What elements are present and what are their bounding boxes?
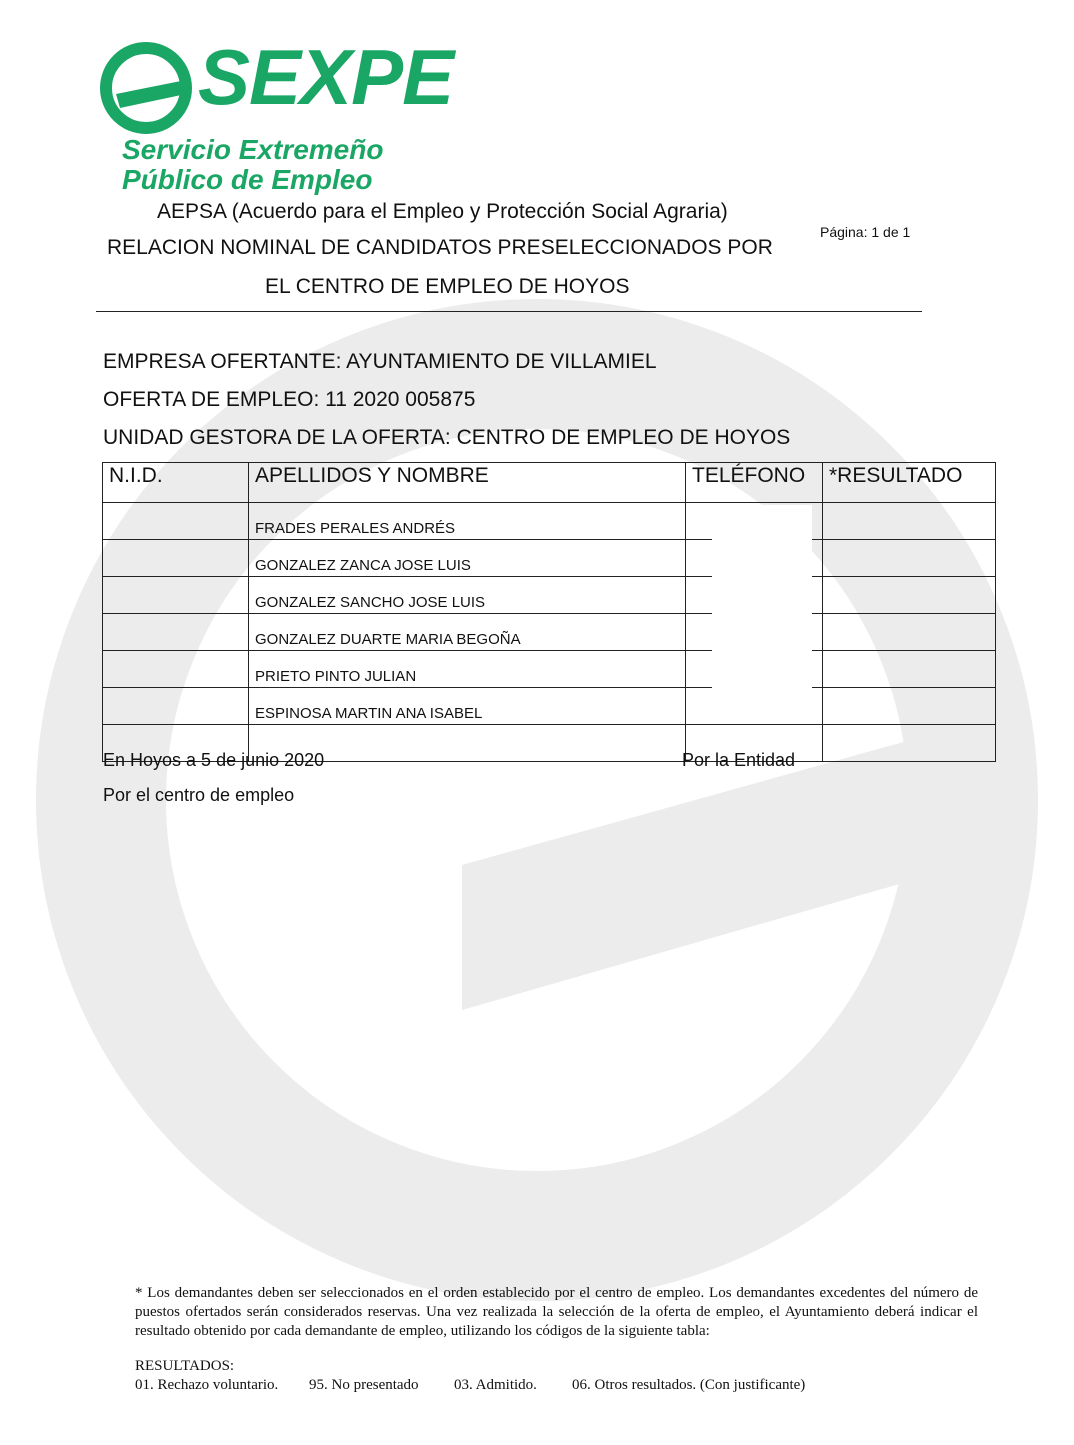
result-code: 06. Otros resultados. (Con justificante) [572,1377,806,1393]
cell-nid [103,577,249,614]
page-number: Página: 1 de 1 [820,224,911,240]
center-signature-label: Por el centro de empleo [103,785,295,805]
result-code: 03. Admitido. [454,1377,537,1393]
footer-note: * Los demandantes deben ser seleccionados en el orden establecido por el centro de empleo. Los demandantes excedentes del número de puestos ofertados serán considerados reservas. Una vez realizada la selección de la oferta de empleo, el Ayuntamiento deberá indicar el resultado obtenido por cada demandante de empleo, utilizando los códigos de la siguiente tabla: [135,1285,978,1339]
cell-nid [103,651,249,688]
header-result: *RESULTADO [823,463,996,503]
header-divider [96,311,922,312]
table-row [103,651,996,688]
table-row [103,688,996,725]
job-offer-line: OFERTA DE EMPLEO: 11 2020 005875 [103,388,476,411]
header-name: APELLIDOS Y NOMBRE [249,463,686,503]
cell-name: GONZALEZ SANCHO JOSE LUIS [249,577,686,614]
company-line: EMPRESA OFERTANTE: AYUNTAMIENTO DE VILLAMIEL [103,350,657,373]
cell-name: ESPINOSA MARTIN ANA ISABEL [249,688,686,725]
sexpe-e-logo-icon [100,42,192,134]
result-code: 95. No presentado [309,1377,419,1393]
table-row [103,614,996,651]
document-title-line2: EL CENTRO DE EMPLEO DE HOYOS [265,275,630,298]
table-row [103,503,996,540]
managing-unit-line: UNIDAD GESTORA DE LA OFERTA: CENTRO DE EMPLEO DE HOYOS [103,426,791,449]
cell-result [823,651,996,688]
candidates-table [102,462,996,762]
cell-nid [103,614,249,651]
cell-name: PRIETO PINTO JULIAN [249,651,686,688]
cell-name: FRADES PERALES ANDRÉS [249,503,686,540]
phone-redaction [712,505,812,713]
entity-signature-label: Por la Entidad [682,750,796,770]
table-header-row [103,463,996,503]
cell-name: GONZALEZ DUARTE MARIA BEGOÑA [249,614,686,651]
cell-result [823,725,996,762]
cell-result [823,503,996,540]
cell-result [823,540,996,577]
header-phone: TELÉFONO [686,463,823,503]
cell-nid [103,540,249,577]
table-row [103,540,996,577]
table-row [103,577,996,614]
cell-result [823,688,996,725]
cell-nid [103,688,249,725]
result-code: 01. Rechazo voluntario. [135,1377,279,1393]
header-nid: N.I.D. [103,463,249,503]
cell-result [823,577,996,614]
logo-subtitle-line1: Servicio Extremeño [122,134,384,165]
document-title-line1: RELACION NOMINAL DE CANDIDATOS PRESELECCIONADOS POR [107,236,773,259]
logo-subtitle-line2: Público de Empleo [122,164,373,195]
results-label: RESULTADOS: [135,1358,235,1374]
cell-nid [103,503,249,540]
place-date: En Hoyos a 5 de junio 2020 [103,750,325,770]
cell-name: GONZALEZ ZANCA JOSE LUIS [249,540,686,577]
logo-brand: SEXPE [198,33,454,121]
program-title: AEPSA (Acuerdo para el Empleo y Protección Social Agraria) [157,200,728,223]
cell-result [823,614,996,651]
